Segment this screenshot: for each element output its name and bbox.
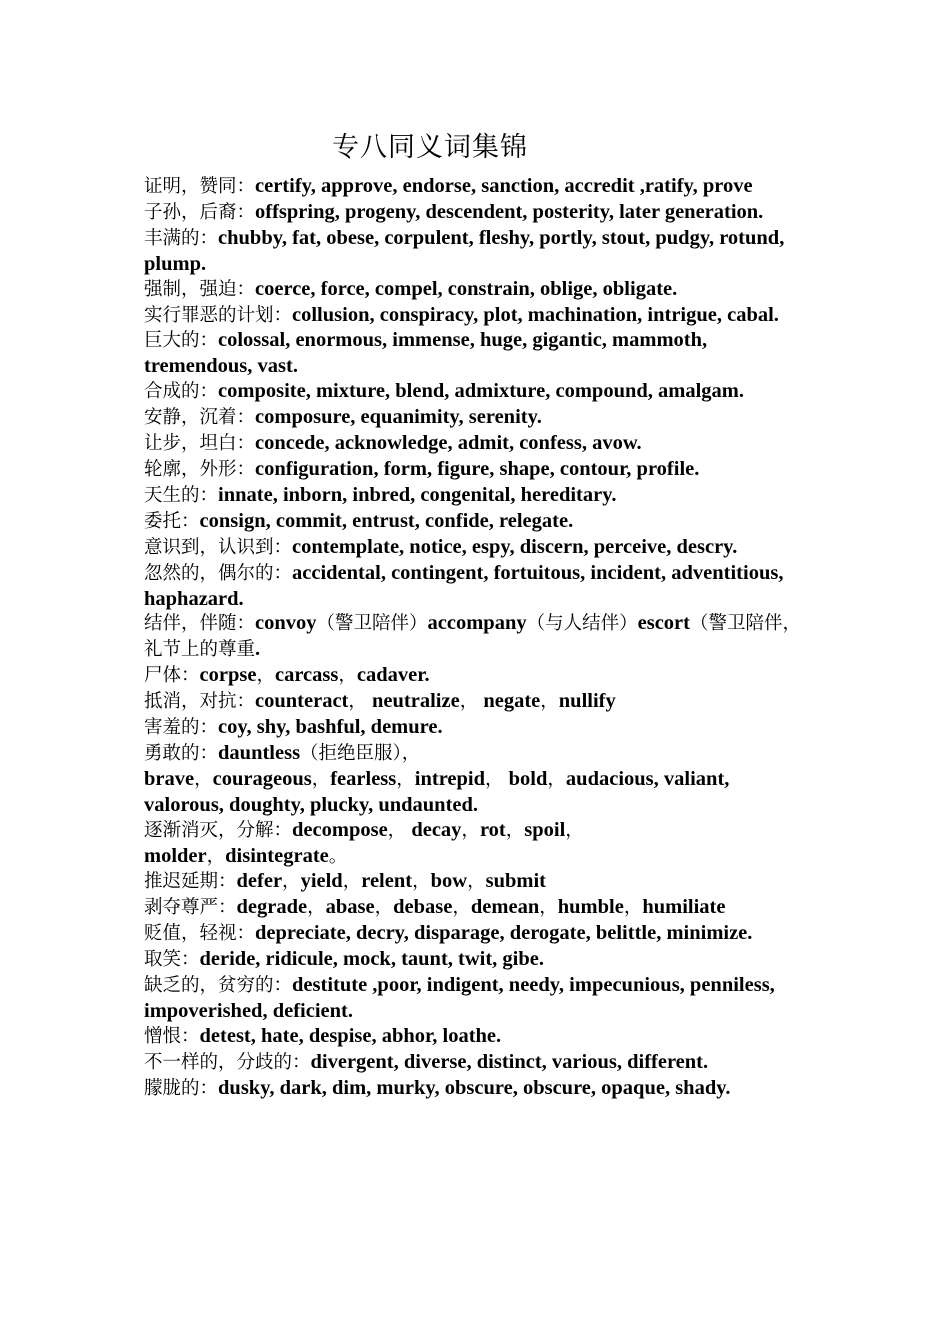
entry-meaning: ， bbox=[623, 897, 643, 919]
entry-meaning: （拒绝臣服）， bbox=[300, 742, 421, 764]
synonym-entry bbox=[144, 663, 814, 689]
entry-meaning: ， bbox=[256, 665, 275, 687]
entry-synonyms: chubby, fat, obese, corpulent, fleshy, portly, stout, pudgy, rotund, plump. bbox=[144, 226, 785, 275]
entry-meaning: 朦胧的： bbox=[144, 1077, 219, 1099]
entry-synonyms: nullify bbox=[558, 690, 616, 713]
entry-synonyms: fearless bbox=[330, 767, 397, 790]
synonym-entry bbox=[144, 1076, 814, 1102]
entry-meaning: 害羞的： bbox=[144, 717, 219, 739]
entry-meaning: ， bbox=[194, 768, 213, 790]
entry-synonyms: offspring, progeny, descendent, posterity, later generation. bbox=[255, 200, 764, 223]
entry-synonyms: accompany bbox=[427, 612, 527, 635]
synonym-entry bbox=[144, 174, 814, 200]
entry-meaning: ， bbox=[348, 691, 367, 713]
entry-synonyms: collusion, conspiracy, plot, machination, intrigue, cabal. bbox=[292, 303, 779, 326]
entry-meaning: 安静，沉着： bbox=[144, 407, 256, 429]
synonym-entry bbox=[144, 947, 814, 973]
entry-meaning: ， bbox=[307, 897, 326, 919]
entry-synonyms: spoil bbox=[524, 818, 566, 841]
entry-synonyms: composure, equanimity, serenity. bbox=[255, 406, 542, 429]
synonym-entry bbox=[144, 483, 814, 509]
entry-meaning: （与人结伴） bbox=[526, 613, 638, 635]
entry-meaning: ， bbox=[338, 665, 357, 687]
entry-meaning: 。 bbox=[328, 845, 348, 867]
entry-synonyms: humiliate bbox=[642, 896, 726, 919]
entry-synonyms: disintegrate bbox=[225, 844, 329, 867]
entry-synonyms: rot bbox=[479, 818, 506, 841]
entry-synonyms: brave bbox=[144, 767, 195, 790]
entry-meaning: ， bbox=[387, 819, 407, 841]
entry-meaning: 实行罪恶的计划： bbox=[144, 304, 293, 326]
entry-meaning: ， bbox=[547, 768, 566, 790]
entry-meaning: 让步，坦白： bbox=[144, 433, 256, 455]
synonym-entry bbox=[144, 715, 814, 741]
entry-synonyms: deride, ridicule, mock, taunt, twit, gibe. bbox=[199, 948, 545, 971]
entry-synonyms: degrade bbox=[236, 896, 308, 919]
entry-meaning: ， bbox=[485, 768, 504, 790]
entry-synonyms: molder bbox=[144, 844, 207, 867]
synonym-entry bbox=[144, 226, 814, 277]
entry-synonyms: dusky, dark, dim, murky, obscure, obscure, opaque, shady. bbox=[218, 1076, 731, 1099]
entry-synonyms: colossal, enormous, immense, huge, gigantic, mammoth, tremendous, vast. bbox=[144, 329, 708, 378]
entry-meaning: 巨大的： bbox=[144, 330, 219, 352]
entry-synonyms: humble bbox=[557, 896, 624, 919]
entry-meaning: （警卫陪伴，礼节上的尊重 bbox=[144, 613, 801, 661]
entry-synonyms: decompose bbox=[292, 818, 388, 841]
entry-meaning: 抵消，对抗： bbox=[144, 691, 256, 713]
entry-synonyms: . bbox=[255, 638, 261, 661]
entry-meaning: 憎恨： bbox=[144, 1025, 200, 1047]
entry-meaning: ， bbox=[396, 768, 415, 790]
synonym-entry bbox=[144, 869, 814, 895]
entry-synonyms: decay bbox=[406, 818, 462, 841]
synonym-entry bbox=[144, 561, 814, 612]
entry-synonyms: detest, hate, despise, abhor, loathe. bbox=[199, 1024, 502, 1047]
synonym-entry bbox=[144, 611, 814, 663]
entry-synonyms: contemplate, notice, espy, discern, perceive, descry. bbox=[292, 535, 738, 558]
entry-meaning: ， bbox=[311, 768, 331, 790]
entry-meaning: 天生的： bbox=[144, 484, 219, 506]
entry-meaning: 合成的： bbox=[144, 381, 219, 403]
entry-meaning: ， bbox=[374, 897, 394, 919]
entry-synonyms: submit bbox=[485, 870, 546, 893]
entry-meaning: ， bbox=[459, 691, 479, 713]
entry-meaning: （警卫陪伴） bbox=[316, 613, 428, 635]
entry-synonyms: yield bbox=[300, 870, 343, 893]
entry-synonyms: destitute ,poor, indigent, needy, impecunious, penniless, impoverished, deficient. bbox=[144, 974, 775, 1022]
entry-synonyms: courageous bbox=[212, 767, 312, 790]
entry-synonyms: innate, inborn, inbred, congenital, hereditary. bbox=[218, 483, 617, 506]
entry-meaning: 子孙，后裔： bbox=[144, 201, 256, 223]
synonym-entry bbox=[144, 973, 814, 1024]
synonym-entry bbox=[144, 379, 814, 405]
entry-synonyms: audacious, valiant, valorous, doughty, plucky, undaunted. bbox=[144, 767, 730, 816]
entry-meaning: 贬值，轻视： bbox=[144, 923, 256, 945]
entry-synonyms: relent bbox=[361, 870, 413, 893]
entry-synonyms: abase bbox=[325, 896, 375, 919]
entry-synonyms: corpse bbox=[199, 664, 257, 687]
synonym-entry bbox=[144, 405, 814, 431]
entry-meaning: 不一样的，分歧的： bbox=[144, 1051, 311, 1073]
synonym-entry bbox=[144, 535, 814, 561]
entry-meaning: 丰满的： bbox=[144, 227, 219, 249]
synonym-entry bbox=[144, 277, 814, 303]
synonym-entry bbox=[144, 1024, 814, 1050]
entry-synonyms: bold bbox=[503, 767, 548, 790]
synonym-entry bbox=[144, 303, 814, 329]
entry-synonyms: demean bbox=[470, 896, 540, 919]
entry-synonyms: counteract bbox=[255, 690, 349, 713]
entry-meaning: ， bbox=[412, 871, 431, 893]
entry-synonyms: neutralize bbox=[366, 690, 460, 713]
entry-meaning: 尸体： bbox=[144, 665, 200, 687]
entry-synonyms: carcass bbox=[274, 664, 339, 687]
entry-meaning: 逐渐消灭，分解： bbox=[144, 819, 293, 841]
entry-synonyms: coy, shy, bashful, demure. bbox=[218, 716, 443, 739]
entry-synonyms: configuration, form, figure, shape, contour, profile. bbox=[255, 457, 700, 480]
entry-meaning: 取笑： bbox=[144, 949, 200, 971]
entry-meaning: 轮廓，外形： bbox=[144, 458, 256, 480]
entry-synonyms: defer bbox=[236, 870, 283, 893]
entry-meaning: 意识到，认识到： bbox=[144, 536, 293, 558]
entry-meaning: 证明，赞同： bbox=[144, 176, 256, 197]
entry-synonyms: depreciate, decry, disparage, derogate, belittle, minimize. bbox=[255, 922, 753, 945]
entry-meaning: ， bbox=[461, 819, 480, 841]
synonym-entry bbox=[144, 509, 814, 535]
entry-synonyms: consign, commit, entrust, confide, relegate. bbox=[199, 509, 574, 532]
entry-meaning: ， bbox=[282, 871, 301, 893]
entry-meaning: 剥夺尊严： bbox=[144, 897, 237, 919]
synonym-entry bbox=[144, 818, 814, 870]
synonym-entry bbox=[144, 200, 814, 226]
entry-synonyms: dauntless bbox=[218, 741, 301, 764]
synonym-entry bbox=[144, 921, 814, 947]
entry-synonyms: accidental, contingent, fortuitous, incident, adventitious, haphazard. bbox=[144, 561, 784, 610]
synonym-entry bbox=[144, 457, 814, 483]
synonym-entry bbox=[144, 328, 814, 379]
page-title: 专八同义词集锦 bbox=[332, 132, 528, 163]
entry-synonyms: escort bbox=[637, 612, 690, 635]
entry-synonyms: divergent, diverse, distinct, various, different. bbox=[310, 1050, 709, 1073]
entry-meaning: ， bbox=[565, 819, 584, 841]
entry-meaning: ， bbox=[206, 845, 226, 867]
synonym-entry bbox=[144, 895, 814, 921]
synonym-list bbox=[144, 174, 814, 1102]
entry-synonyms: cadaver. bbox=[356, 664, 430, 687]
entry-synonyms: certify, approve, endorse, sanction, accredit ,ratify, prove bbox=[255, 175, 753, 197]
entry-synonyms: intrepid bbox=[414, 767, 486, 790]
entry-synonyms: coerce, force, compel, constrain, oblige, obligate. bbox=[255, 277, 678, 300]
entry-meaning: 推迟延期： bbox=[144, 871, 237, 893]
entry-meaning: ， bbox=[467, 871, 486, 893]
synonym-entry bbox=[144, 431, 814, 457]
entry-synonyms: bow bbox=[430, 870, 468, 893]
entry-synonyms: concede, acknowledge, admit, confess, avow. bbox=[255, 432, 642, 455]
entry-meaning: 结伴，伴随： bbox=[144, 613, 256, 635]
entry-meaning: ， bbox=[342, 871, 362, 893]
entry-meaning: 勇敢的： bbox=[144, 742, 219, 764]
entry-meaning: ， bbox=[452, 897, 471, 919]
entry-synonyms: debase bbox=[393, 896, 453, 919]
entry-meaning: 忽然的，偶尔的： bbox=[144, 562, 293, 584]
entry-meaning: ， bbox=[539, 897, 558, 919]
synonym-entry bbox=[144, 741, 814, 818]
entry-synonyms: negate bbox=[478, 690, 541, 713]
entry-synonyms: convoy bbox=[255, 612, 317, 635]
entry-meaning: 委托： bbox=[144, 510, 200, 532]
entry-meaning: ， bbox=[540, 691, 559, 713]
synonym-entry bbox=[144, 689, 814, 715]
entry-synonyms: composite, mixture, blend, admixture, compound, amalgam. bbox=[218, 380, 744, 403]
entry-meaning: 缺乏的，贫穷的： bbox=[144, 975, 293, 997]
entry-meaning: ， bbox=[505, 819, 525, 841]
synonym-entry bbox=[144, 1050, 814, 1076]
entry-meaning: 强制，强迫： bbox=[144, 278, 256, 300]
